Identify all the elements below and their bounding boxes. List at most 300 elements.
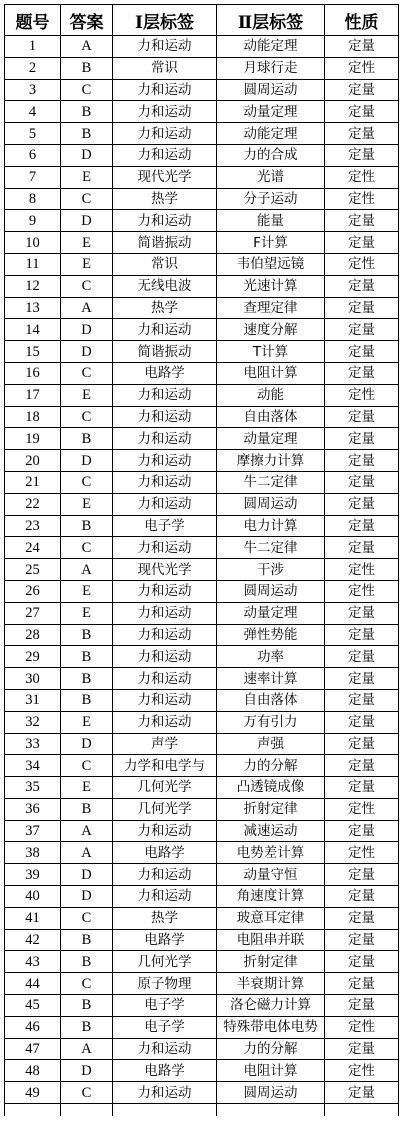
cell-level2-tag: 减速运动 [217, 820, 325, 842]
cell-level1-tag: 力和运动 [113, 79, 217, 101]
cell-level1-tag: 无线电波 [113, 275, 217, 297]
cell-level2-tag: 月球行走 [217, 57, 325, 79]
cell-question-number: 39 [5, 864, 61, 886]
cell-nature: 定量 [325, 820, 399, 842]
cell-question-number: 26 [5, 580, 61, 602]
cell-question-number: 32 [5, 711, 61, 733]
answer-table-container [4, 4, 399, 1116]
cell-nature: 定量 [325, 123, 399, 145]
table-row [5, 777, 399, 799]
cell-level2-tag: 万有引力 [217, 711, 325, 733]
cell-level2-tag: 弹性势能 [217, 624, 325, 646]
cell-question-number: 7 [5, 166, 61, 188]
cell-nature: 定量 [325, 929, 399, 951]
cell-answer: C [61, 275, 113, 297]
cell-nature: 定量 [325, 973, 399, 995]
table-row [5, 798, 399, 820]
cell-nature: 定性 [325, 798, 399, 820]
cell-question-number: 14 [5, 319, 61, 341]
cell-cutoff [5, 1104, 61, 1117]
cell-answer: C [61, 188, 113, 210]
table-row [5, 973, 399, 995]
cell-level2-tag: 速度分解 [217, 319, 325, 341]
cell-answer: C [61, 1082, 113, 1104]
cell-level2-tag: 动能 [217, 384, 325, 406]
cell-question-number: 11 [5, 253, 61, 275]
cell-answer: B [61, 624, 113, 646]
cell-level2-tag: 圆周运动 [217, 79, 325, 101]
cell-level2-tag: 动量定理 [217, 602, 325, 624]
cell-level1-tag: 力和运动 [113, 864, 217, 886]
cell-question-number: 5 [5, 123, 61, 145]
table-row [5, 384, 399, 406]
cell-answer: E [61, 580, 113, 602]
cell-question-number: 8 [5, 188, 61, 210]
cell-level1-tag: 力和运动 [113, 602, 217, 624]
cell-question-number: 47 [5, 1038, 61, 1060]
cell-level2-tag: 电势差计算 [217, 842, 325, 864]
cell-question-number: 6 [5, 144, 61, 166]
table-row [5, 907, 399, 929]
cell-nature: 定量 [325, 36, 399, 58]
cell-nature: 定量 [325, 362, 399, 384]
cell-nature: 定量 [325, 297, 399, 319]
cell-answer: D [61, 210, 113, 232]
cell-level2-tag: 角速度计算 [217, 886, 325, 908]
cell-nature: 定量 [325, 646, 399, 668]
table-row [5, 471, 399, 493]
cell-answer: C [61, 471, 113, 493]
cell-level2-tag: 摩擦力计算 [217, 450, 325, 472]
cell-question-number: 4 [5, 101, 61, 123]
cell-level2-tag: 圆周运动 [217, 493, 325, 515]
cell-answer: A [61, 820, 113, 842]
cell-nature: 定量 [325, 755, 399, 777]
cell-question-number: 3 [5, 79, 61, 101]
cell-level1-tag: 电路学 [113, 929, 217, 951]
header-level2-tag: Ⅱ层标签 [217, 5, 325, 36]
table-row [5, 123, 399, 145]
cell-answer: D [61, 341, 113, 363]
table-row [5, 668, 399, 690]
cell-question-number: 48 [5, 1060, 61, 1082]
cell-level2-tag: 牛二定律 [217, 471, 325, 493]
table-row [5, 362, 399, 384]
cell-level1-tag: 力和运动 [113, 1038, 217, 1060]
cell-question-number: 44 [5, 973, 61, 995]
cell-question-number: 15 [5, 341, 61, 363]
table-row [5, 36, 399, 58]
cell-nature: 定量 [325, 493, 399, 515]
cell-level1-tag: 现代光学 [113, 559, 217, 581]
cell-answer: C [61, 973, 113, 995]
table-row [5, 864, 399, 886]
cell-level2-tag: 分子运动 [217, 188, 325, 210]
cell-level1-tag: 电子学 [113, 1016, 217, 1038]
cell-level2-tag: 功率 [217, 646, 325, 668]
cell-level2-tag: 电阻计算 [217, 362, 325, 384]
cell-question-number: 29 [5, 646, 61, 668]
cell-answer: E [61, 602, 113, 624]
table-row [5, 101, 399, 123]
table-row [5, 493, 399, 515]
cell-nature: 定量 [325, 341, 399, 363]
cell-answer: B [61, 951, 113, 973]
cell-question-number: 25 [5, 559, 61, 581]
cell-level2-tag: 电阻计算 [217, 1060, 325, 1082]
cell-level2-tag: 光谱 [217, 166, 325, 188]
cell-nature: 定量 [325, 951, 399, 973]
cell-level2-tag: 干涉 [217, 559, 325, 581]
cell-level1-tag: 力和运动 [113, 493, 217, 515]
cell-level1-tag: 力和运动 [113, 384, 217, 406]
table-row [5, 580, 399, 602]
cell-level1-tag: 热学 [113, 907, 217, 929]
cell-question-number: 33 [5, 733, 61, 755]
cell-question-number: 1 [5, 36, 61, 58]
table-row-cutoff [5, 1104, 399, 1117]
table-row [5, 188, 399, 210]
table-row [5, 559, 399, 581]
header-level1-tag: Ⅰ层标签 [113, 5, 217, 36]
cell-question-number: 30 [5, 668, 61, 690]
cell-cutoff [325, 1104, 399, 1117]
cell-nature: 定量 [325, 79, 399, 101]
cell-level1-tag: 力和运动 [113, 36, 217, 58]
cell-nature: 定量 [325, 471, 399, 493]
cell-level1-tag: 力和运动 [113, 101, 217, 123]
cell-nature: 定性 [325, 166, 399, 188]
cell-level1-tag: 力和运动 [113, 668, 217, 690]
cell-nature: 定量 [325, 144, 399, 166]
cell-answer: A [61, 842, 113, 864]
cell-level2-tag: 查理定律 [217, 297, 325, 319]
cell-nature: 定性 [325, 188, 399, 210]
cell-level1-tag: 电路学 [113, 362, 217, 384]
cell-answer: B [61, 798, 113, 820]
cell-answer: C [61, 79, 113, 101]
cell-level2-tag: 凸透镜成像 [217, 777, 325, 799]
cell-question-number: 27 [5, 602, 61, 624]
cell-level1-tag: 几何光学 [113, 951, 217, 973]
cell-level2-tag: 电力计算 [217, 515, 325, 537]
cell-answer: D [61, 144, 113, 166]
cell-question-number: 40 [5, 886, 61, 908]
cell-nature: 定性 [325, 253, 399, 275]
cell-question-number: 28 [5, 624, 61, 646]
cell-question-number: 13 [5, 297, 61, 319]
cell-question-number: 31 [5, 689, 61, 711]
cell-question-number: 19 [5, 428, 61, 450]
table-row [5, 253, 399, 275]
table-row [5, 1082, 399, 1104]
cell-nature: 定量 [325, 101, 399, 123]
table-row [5, 406, 399, 428]
cell-question-number: 23 [5, 515, 61, 537]
cell-nature: 定量 [325, 777, 399, 799]
cell-level1-tag: 力和运动 [113, 450, 217, 472]
cell-question-number: 18 [5, 406, 61, 428]
cell-level2-tag: 动量定理 [217, 428, 325, 450]
cell-nature: 定量 [325, 319, 399, 341]
table-row [5, 210, 399, 232]
cell-nature: 定量 [325, 428, 399, 450]
cell-nature: 定性 [325, 1060, 399, 1082]
table-row [5, 1016, 399, 1038]
cell-level2-tag: 自由落体 [217, 406, 325, 428]
cell-level2-tag: 动能定理 [217, 36, 325, 58]
header-row [5, 5, 399, 36]
cell-level1-tag: 力和运动 [113, 624, 217, 646]
cell-answer: D [61, 864, 113, 886]
cell-level1-tag: 力和运动 [113, 537, 217, 559]
cell-level1-tag: 几何光学 [113, 798, 217, 820]
cell-answer: B [61, 689, 113, 711]
table-row [5, 733, 399, 755]
cell-answer: D [61, 886, 113, 908]
table-row [5, 689, 399, 711]
table-row [5, 886, 399, 908]
cell-nature: 定量 [325, 995, 399, 1017]
cell-nature: 定量 [325, 1082, 399, 1104]
cell-answer: B [61, 929, 113, 951]
cell-level1-tag: 几何光学 [113, 777, 217, 799]
cell-level1-tag: 力和运动 [113, 210, 217, 232]
cell-level1-tag: 力学和电学与 [113, 755, 217, 777]
cell-answer: A [61, 559, 113, 581]
cell-level1-tag: 电路学 [113, 842, 217, 864]
cell-nature: 定量 [325, 275, 399, 297]
table-row [5, 275, 399, 297]
cell-answer: A [61, 36, 113, 58]
cell-level2-tag: 力的分解 [217, 1038, 325, 1060]
cell-level2-tag: T计算 [217, 341, 325, 363]
table-row [5, 995, 399, 1017]
cell-level1-tag: 电路学 [113, 1060, 217, 1082]
cell-level1-tag: 热学 [113, 188, 217, 210]
cell-question-number: 41 [5, 907, 61, 929]
cell-nature: 定量 [325, 668, 399, 690]
table-row [5, 646, 399, 668]
table-row [5, 711, 399, 733]
table-row [5, 951, 399, 973]
cell-answer: B [61, 101, 113, 123]
cell-nature: 定量 [325, 689, 399, 711]
cell-answer: C [61, 406, 113, 428]
cell-level1-tag: 常识 [113, 57, 217, 79]
cell-answer: B [61, 515, 113, 537]
cell-cutoff [217, 1104, 325, 1117]
cell-answer: A [61, 1038, 113, 1060]
header-question-number: 题号 [5, 5, 61, 36]
cell-question-number: 38 [5, 842, 61, 864]
cell-answer: E [61, 777, 113, 799]
cell-answer: E [61, 493, 113, 515]
cell-level2-tag: 折射定律 [217, 951, 325, 973]
table-row [5, 428, 399, 450]
cell-answer: B [61, 1016, 113, 1038]
cell-level1-tag: 力和运动 [113, 820, 217, 842]
table-row [5, 57, 399, 79]
cell-question-number: 45 [5, 995, 61, 1017]
cell-answer: A [61, 297, 113, 319]
cell-nature: 定量 [325, 907, 399, 929]
cell-level1-tag: 简谐振动 [113, 232, 217, 254]
cell-level2-tag: 玻意耳定律 [217, 907, 325, 929]
cell-answer: C [61, 362, 113, 384]
cell-question-number: 21 [5, 471, 61, 493]
table-row [5, 79, 399, 101]
cell-question-number: 9 [5, 210, 61, 232]
cell-question-number: 16 [5, 362, 61, 384]
cell-nature: 定量 [325, 602, 399, 624]
cell-answer: E [61, 232, 113, 254]
cell-level1-tag: 力和运动 [113, 428, 217, 450]
cell-question-number: 35 [5, 777, 61, 799]
cell-level2-tag: 光速计算 [217, 275, 325, 297]
cell-question-number: 24 [5, 537, 61, 559]
cell-cutoff [61, 1104, 113, 1117]
cell-level2-tag: 动量守恒 [217, 864, 325, 886]
cell-question-number: 36 [5, 798, 61, 820]
cell-level2-tag: F计算 [217, 232, 325, 254]
cell-level1-tag: 力和运动 [113, 123, 217, 145]
cell-answer: D [61, 319, 113, 341]
cell-level2-tag: 半衰期计算 [217, 973, 325, 995]
cell-level2-tag: 能量 [217, 210, 325, 232]
cell-nature: 定量 [325, 537, 399, 559]
cell-level2-tag: 电阻串并联 [217, 929, 325, 951]
cell-nature: 定量 [325, 210, 399, 232]
cell-nature: 定量 [325, 864, 399, 886]
cell-answer: B [61, 995, 113, 1017]
cell-nature: 定性 [325, 580, 399, 602]
cell-level1-tag: 现代光学 [113, 166, 217, 188]
cell-question-number: 37 [5, 820, 61, 842]
cell-level2-tag: 力的合成 [217, 144, 325, 166]
cell-nature: 定量 [325, 886, 399, 908]
cell-level1-tag: 电子学 [113, 995, 217, 1017]
cell-answer: C [61, 537, 113, 559]
cell-nature: 定性 [325, 57, 399, 79]
table-row [5, 1060, 399, 1082]
cell-level1-tag: 力和运动 [113, 646, 217, 668]
cell-question-number: 22 [5, 493, 61, 515]
cell-level2-tag: 速率计算 [217, 668, 325, 690]
cell-level2-tag: 圆周运动 [217, 1082, 325, 1104]
cell-level1-tag: 电子学 [113, 515, 217, 537]
cell-answer: D [61, 450, 113, 472]
table-row [5, 341, 399, 363]
cell-level1-tag: 力和运动 [113, 1082, 217, 1104]
cell-answer: D [61, 1060, 113, 1082]
table-body [5, 36, 399, 1117]
table-row [5, 755, 399, 777]
cell-level1-tag: 力和运动 [113, 144, 217, 166]
cell-level1-tag: 原子物理 [113, 973, 217, 995]
cell-nature: 定量 [325, 711, 399, 733]
cell-question-number: 34 [5, 755, 61, 777]
cell-level1-tag: 力和运动 [113, 886, 217, 908]
cell-level2-tag: 牛二定律 [217, 537, 325, 559]
cell-answer: E [61, 166, 113, 188]
cell-nature: 定量 [325, 232, 399, 254]
cell-nature: 定性 [325, 559, 399, 581]
cell-question-number: 42 [5, 929, 61, 951]
table-row [5, 1038, 399, 1060]
cell-nature: 定量 [325, 733, 399, 755]
cell-level2-tag: 折射定律 [217, 798, 325, 820]
cell-level1-tag: 简谐振动 [113, 341, 217, 363]
cell-level2-tag: 动量定理 [217, 101, 325, 123]
cell-level1-tag: 力和运动 [113, 471, 217, 493]
cell-nature: 定量 [325, 450, 399, 472]
table-row [5, 537, 399, 559]
table-row [5, 232, 399, 254]
table-row [5, 166, 399, 188]
cell-answer: B [61, 123, 113, 145]
cell-answer: D [61, 733, 113, 755]
cell-answer: B [61, 428, 113, 450]
cell-nature: 定量 [325, 624, 399, 646]
cell-level1-tag: 声学 [113, 733, 217, 755]
header-answer: 答案 [61, 5, 113, 36]
cell-answer: C [61, 907, 113, 929]
cell-nature: 定性 [325, 384, 399, 406]
cell-level2-tag: 动能定理 [217, 123, 325, 145]
cell-level1-tag: 力和运动 [113, 319, 217, 341]
cell-level1-tag: 常识 [113, 253, 217, 275]
cell-answer: B [61, 646, 113, 668]
cell-level2-tag: 特殊带电体电势 [217, 1016, 325, 1038]
cell-question-number: 17 [5, 384, 61, 406]
cell-level1-tag: 力和运动 [113, 580, 217, 602]
cell-nature: 定性 [325, 1016, 399, 1038]
table-row [5, 297, 399, 319]
cell-answer: C [61, 755, 113, 777]
cell-level2-tag: 韦伯望远镜 [217, 253, 325, 275]
table-row [5, 929, 399, 951]
cell-answer: E [61, 384, 113, 406]
cell-answer: B [61, 57, 113, 79]
table-row [5, 842, 399, 864]
cell-answer: E [61, 711, 113, 733]
cell-level2-tag: 力的分解 [217, 755, 325, 777]
cell-level2-tag: 洛仑磁力计算 [217, 995, 325, 1017]
cell-question-number: 2 [5, 57, 61, 79]
cell-nature: 定量 [325, 1038, 399, 1060]
cell-question-number: 20 [5, 450, 61, 472]
cell-nature: 定量 [325, 406, 399, 428]
table-row [5, 515, 399, 537]
cell-level1-tag: 力和运动 [113, 689, 217, 711]
cell-level1-tag: 力和运动 [113, 406, 217, 428]
cell-level2-tag: 自由落体 [217, 689, 325, 711]
cell-answer: B [61, 668, 113, 690]
cell-nature: 定性 [325, 842, 399, 864]
cell-answer: E [61, 253, 113, 275]
table-row [5, 450, 399, 472]
table-row [5, 820, 399, 842]
cell-level2-tag: 声强 [217, 733, 325, 755]
cell-cutoff [113, 1104, 217, 1117]
cell-question-number: 12 [5, 275, 61, 297]
table-row [5, 602, 399, 624]
cell-level2-tag: 圆周运动 [217, 580, 325, 602]
cell-question-number: 10 [5, 232, 61, 254]
cell-nature: 定量 [325, 515, 399, 537]
cell-question-number: 49 [5, 1082, 61, 1104]
